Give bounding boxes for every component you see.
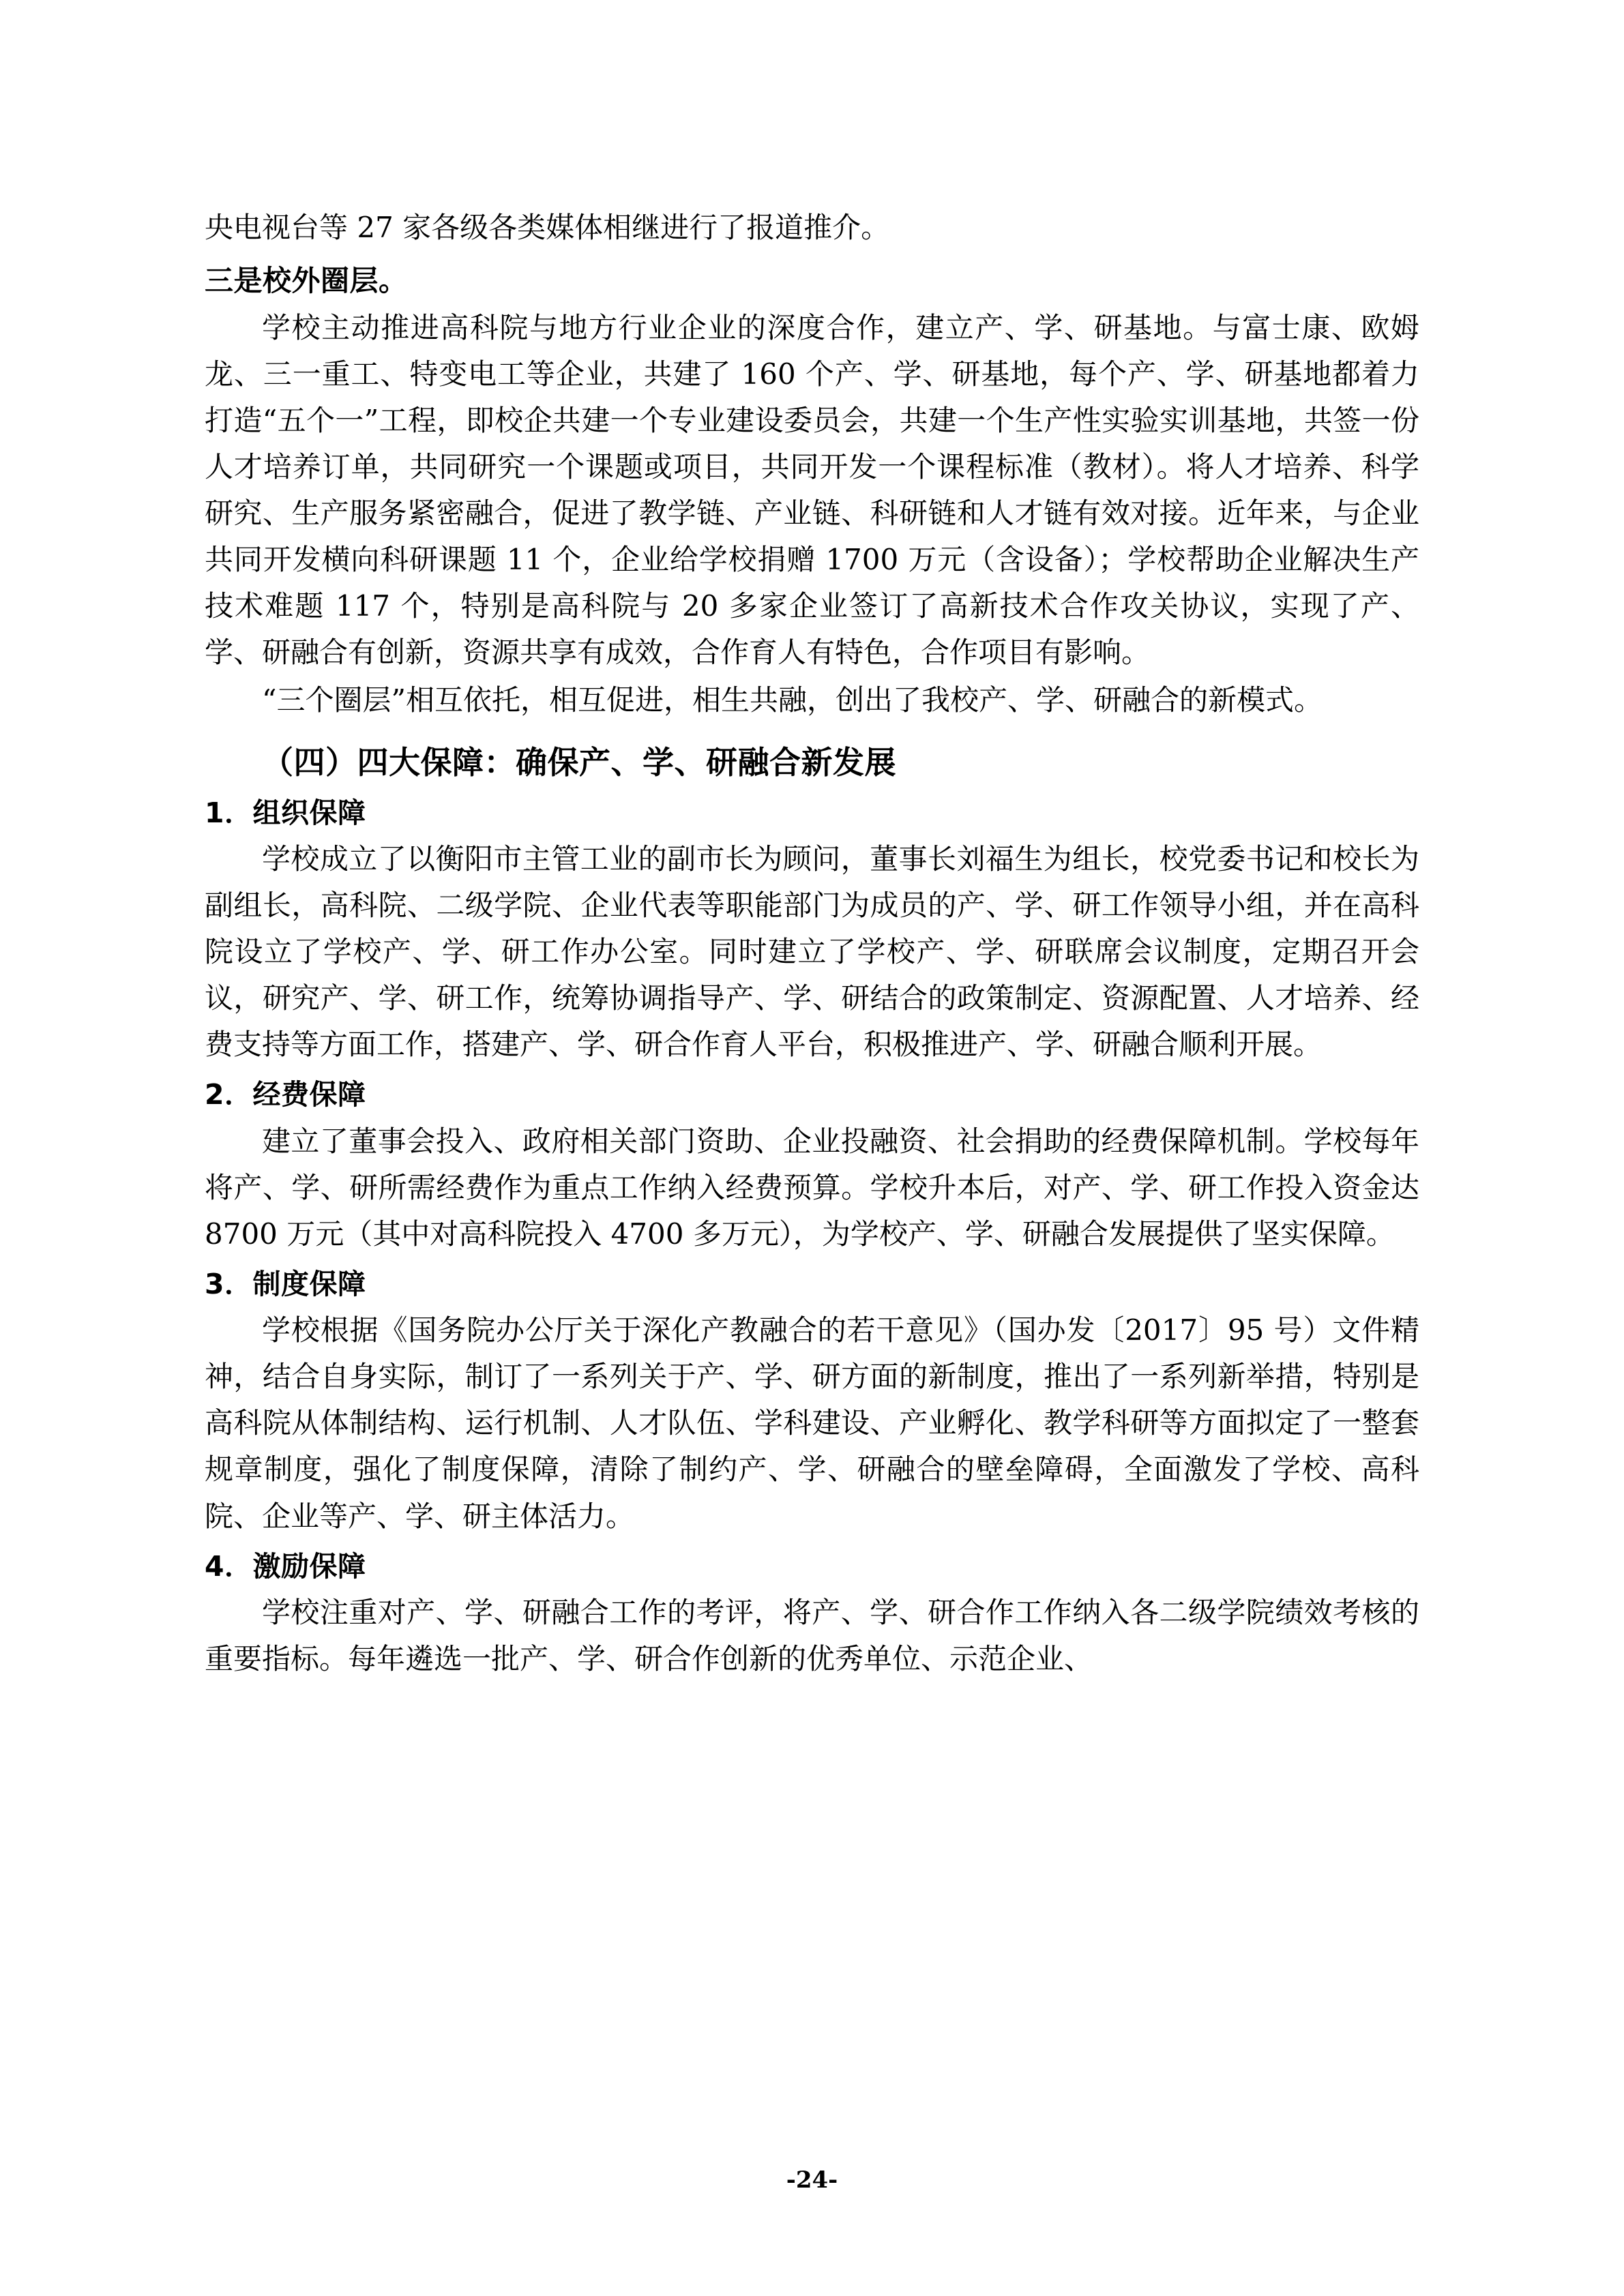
paragraph-incentive-guarantee: 学校注重对产、学、研融合工作的考评，将产、学、研合作工作纳入各二级学院绩效考核的重要指标。每年遴选一批产、学、研合作创新的优秀单位、示范企业、 <box>205 1596 1419 1676</box>
paragraph-system-guarantee: 学校根据《国务院办公厅关于深化产教融合的若干意见》（国办发〔2017〕95 号）文件精神，结合自身实际，制订了一系列关于产、学、研方面的新制度，推出了一系列新举措，特别是高科院从体制结构、运行机制、人才队伍、学科建设、产业孵化、教学科研等方面拟定了一整套规章制度，强化了制度保障，清除了制约产、学、研融合的壁垒障碍，全面激发了学校、高科院、企业等产、学、研主体活力。 <box>205 1313 1419 1533</box>
paragraph-funding-guarantee: 建立了董事会投入、政府相关部门资助、企业投融资、社会捐助的经费保障机制。学校每年将产、学、研所需经费作为重点工作纳入经费预算。学校升本后，对产、学、研工作投入资金达 8700 万元（其中对高科院投入 4700 多万元），为学校产、学、研融合发展提供了坚实保障。 <box>205 1124 1419 1251</box>
paragraph-continued-text: 央电视台等 27 家各级各类媒体相继进行了报道推介。 <box>205 211 890 244</box>
subheading-organizational-guarantee: 1．组织保障 <box>205 796 366 829</box>
subheading-system-guarantee: 3．制度保障 <box>205 1267 366 1300</box>
section-heading-four-guarantees: （四）四大保障：确保产、学、研融合新发展 <box>262 743 896 781</box>
document-body <box>205 205 1419 1682</box>
heading-third-circle: 三是校外圈层。 <box>205 264 408 298</box>
paragraph-three-circles-summary: “三个圈层”相互依托，相互促进，相生共融，创出了我校产、学、研融合的新模式。 <box>262 683 1323 717</box>
subheading-incentive-guarantee: 4．激励保障 <box>205 1549 366 1583</box>
paragraph-third-circle: 学校主动推进高科院与地方行业企业的深度合作，建立产、学、研基地。与富士康、欧姆龙、三一重工、特变电工等企业，共建了 160 个产、学、研基地，每个产、学、研基地都着力打造“五个一”工程，即校企共建一个专业建设委员会，共建一个生产性实验实训基地，共签一份人才培养订单，共同研究一个课题或项目，共同开发一个课程标准（教材）。将人才培养、科学研究、生产服务紧密融合，促进了教学链、产业链、科研链和人才链有效对接。近年来，与企业共同开发横向科研课题 11 个，企业给学校捐赠 1700 万元（含设备）；学校帮助企业解决生产技术难题 117 个，特别是高科院与 20 多家企业签订了高新技术合作攻关协议，实现了产、学、研融合有创新，资源共享有成效，合作育人有特色，合作项目有影响。 <box>205 311 1419 670</box>
page-number: -24- <box>786 2166 838 2194</box>
subheading-funding-guarantee: 2．经费保障 <box>205 1078 366 1112</box>
paragraph-organizational-guarantee: 学校成立了以衡阳市主管工业的副市长为顾问，董事长刘福生为组长，校党委书记和校长为副组长，高科院、二级学院、企业代表等职能部门为成员的产、学、研工作领导小组，并在高科院设立了学校产、学、研工作办公室。同时建立了学校产、学、研联席会议制度，定期召开会议，研究产、学、研工作，统筹协调指导产、学、研结合的政策制定、资源配置、人才培养、经费支持等方面工作，搭建产、学、研合作育人平台，积极推进产、学、研融合顺利开展。 <box>205 842 1419 1062</box>
